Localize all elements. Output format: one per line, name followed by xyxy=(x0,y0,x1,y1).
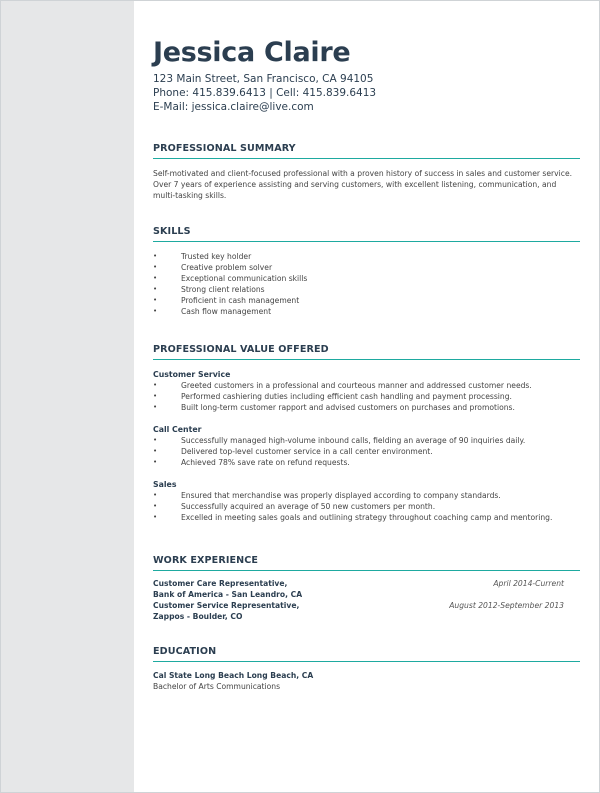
skill-item: • Strong client relations xyxy=(153,284,580,295)
value-item: • Excelled in meeting sales goals and outlining strategy throughout coaching camp and mentoring. xyxy=(153,512,580,523)
job-title: Customer Service Representative, xyxy=(153,601,300,610)
value-title: PROFESSIONAL VALUE OFFERED xyxy=(153,344,580,360)
value-item: • Built long-term customer rapport and advised customers on purchases and promotions. xyxy=(153,402,580,413)
education-degree: Bachelor of Arts Communications xyxy=(153,682,281,691)
value-item: • Greeted customers in a professional and courteous manner and addressed customer needs. xyxy=(153,380,580,391)
value-group-list xyxy=(153,490,580,523)
job-dates: April 2014-Current xyxy=(493,579,564,588)
skill-item: • Cash flow management xyxy=(153,306,580,317)
job-entry xyxy=(153,578,580,600)
work-title: WORK EXPERIENCE xyxy=(153,555,580,571)
job-company: Bank of America - San Leandro, CA xyxy=(153,590,303,599)
summary-title: PROFESSIONAL SUMMARY xyxy=(153,143,580,159)
summary-text: Self-motivated and client-focused professional with a proven history of success in sales and customer service. Over 7 years of experience assisting and serving customers, with excellent listening, communication, and multi-tasking skills. xyxy=(153,169,573,200)
education-title: EDUCATION xyxy=(153,646,580,662)
value-item: • Successfully acquired an average of 50 new customers per month. xyxy=(153,501,580,512)
skill-item: • Trusted key holder xyxy=(153,251,580,262)
contact-email: E-Mail: jessica.claire@live.com xyxy=(153,101,314,113)
value-item: • Achieved 78% save rate on refund requests. xyxy=(153,457,580,468)
job-company: Zappos - Boulder, CO xyxy=(153,612,243,621)
summary-section xyxy=(153,143,580,201)
skills-section xyxy=(153,226,580,317)
value-group-heading: Sales xyxy=(153,480,177,489)
value-section xyxy=(153,344,580,523)
job-dates: August 2012-September 2013 xyxy=(449,601,564,610)
skill-item: • Creative problem solver xyxy=(153,262,580,273)
value-group-list xyxy=(153,380,580,413)
contact-address: 123 Main Street, San Francisco, CA 94105 xyxy=(153,73,374,85)
value-item: • Successfully managed high-volume inbound calls, fielding an average of 90 inquiries daily. xyxy=(153,435,580,446)
job-entry xyxy=(153,600,580,622)
value-group-heading: Customer Service xyxy=(153,370,231,379)
job-title: Customer Care Representative, xyxy=(153,579,288,588)
resume-content xyxy=(153,37,580,692)
value-item: • Delivered top-level customer service in a call center environment. xyxy=(153,446,580,457)
value-group-heading: Call Center xyxy=(153,425,202,434)
skill-item: • Exceptional communication skills xyxy=(153,273,580,284)
education-school: Cal State Long Beach Long Beach, CA xyxy=(153,671,314,680)
value-item: • Performed cashiering duties including efficient cash handling and payment processing. xyxy=(153,391,580,402)
education-section xyxy=(153,646,580,692)
candidate-name: Jessica Claire xyxy=(153,37,351,68)
value-group-list xyxy=(153,435,580,468)
skills-title: SKILLS xyxy=(153,226,580,242)
skill-item: • Proficient in cash management xyxy=(153,295,580,306)
value-item: • Ensured that merchandise was properly displayed according to company standards. xyxy=(153,490,580,501)
work-section xyxy=(153,555,580,622)
skills-list xyxy=(153,251,580,317)
contact-phone: Phone: 415.839.6413 | Cell: 415.839.6413 xyxy=(153,87,377,99)
left-sidebar xyxy=(1,1,134,792)
